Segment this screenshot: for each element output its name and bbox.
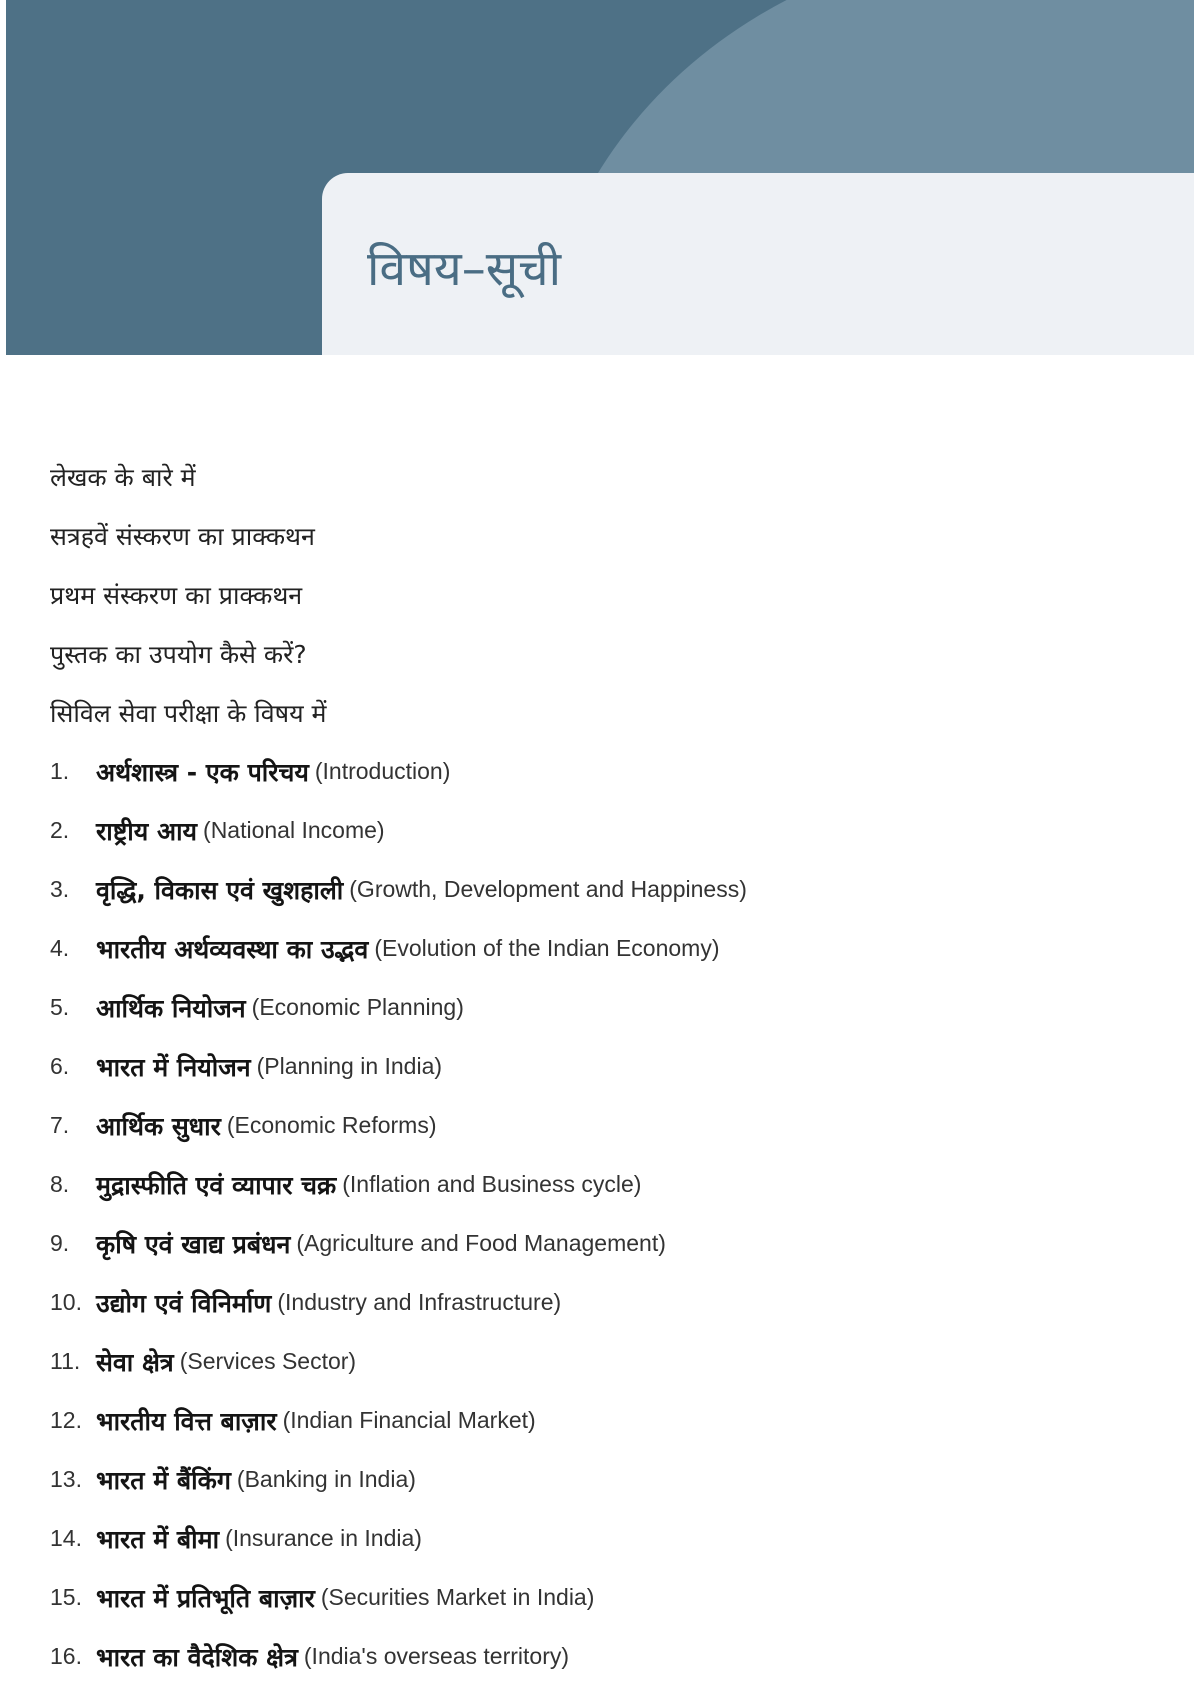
front-matter-item[interactable] <box>50 624 1170 683</box>
chapter-item[interactable] <box>50 919 1170 978</box>
front-matter-item[interactable] <box>50 506 1170 565</box>
chapter-title-english: (Inflation and Business cycle) <box>342 1171 642 1197</box>
chapter-number: 16. <box>50 1643 82 1669</box>
front-matter-label: सिविल सेवा परीक्षा के विषय में <box>50 698 327 728</box>
chapter-item[interactable] <box>50 860 1170 919</box>
chapter-number: 14. <box>50 1525 82 1551</box>
chapter-item[interactable] <box>50 1037 1170 1096</box>
chapter-title-hindi: भारत में प्रतिभूति बाज़ार <box>96 1583 315 1613</box>
chapter-title-hindi: आर्थिक सुधार <box>96 1111 221 1141</box>
chapter-number: 5. <box>50 994 70 1020</box>
chapter-number: 15. <box>50 1584 82 1610</box>
chapter-title-english: (India's overseas territory) <box>303 1643 570 1669</box>
chapter-item[interactable] <box>50 1509 1170 1568</box>
front-matter-label: सत्रहवें संस्करण का प्राक्कथन <box>50 521 315 551</box>
chapter-item[interactable] <box>50 978 1170 1037</box>
chapter-title-english: (National Income) <box>203 817 385 843</box>
chapter-title-hindi: सेवा क्षेत्र <box>96 1347 174 1377</box>
chapter-item[interactable] <box>50 1214 1170 1273</box>
chapter-number: 10. <box>50 1289 82 1315</box>
chapter-title-english: (Indian Financial Market) <box>282 1407 536 1433</box>
chapter-title-hindi: मुद्रास्फीति एवं व्यापार चक्र <box>96 1170 337 1200</box>
chapter-number: 3. <box>50 876 70 902</box>
chapter-title-hindi: राष्ट्रीय आय <box>96 816 198 846</box>
chapter-number: 11. <box>50 1348 81 1374</box>
chapter-title-hindi: भारतीय वित्त बाज़ार <box>96 1406 277 1436</box>
chapter-item[interactable] <box>50 1096 1170 1155</box>
chapter-item[interactable] <box>50 1155 1170 1214</box>
chapter-title-hindi: कृषि एवं खाद्य प्रबंधन <box>96 1229 291 1259</box>
chapter-title-english: (Services Sector) <box>179 1348 357 1374</box>
front-matter-item[interactable] <box>50 447 1170 506</box>
chapter-title-english: (Growth, Development and Happiness) <box>349 876 747 902</box>
chapter-title-english: (Introduction) <box>314 758 451 784</box>
chapter-title-english: (Planning in India) <box>256 1053 443 1079</box>
chapter-item[interactable] <box>50 801 1170 860</box>
chapter-number: 1. <box>50 758 70 784</box>
chapter-number: 8. <box>50 1171 70 1197</box>
front-matter-item[interactable] <box>50 565 1170 624</box>
chapter-item[interactable] <box>50 742 1170 801</box>
front-matter-label: लेखक के बारे में <box>50 462 196 492</box>
chapter-number: 7. <box>50 1112 70 1138</box>
chapter-title-english: (Insurance in India) <box>225 1525 422 1551</box>
chapter-title-english: (Industry and Infrastructure) <box>277 1289 562 1315</box>
chapter-item[interactable] <box>50 1627 1170 1686</box>
chapter-item[interactable] <box>50 1568 1170 1627</box>
chapter-title-hindi: भारत का वैदेशिक क्षेत्र <box>96 1642 298 1672</box>
chapter-title-english: (Agriculture and Food Management) <box>296 1230 666 1256</box>
chapter-item[interactable] <box>50 1273 1170 1332</box>
chapter-number: 12. <box>50 1407 82 1433</box>
front-matter-label: पुस्तक का उपयोग कैसे करें? <box>50 639 307 669</box>
table-of-contents <box>50 447 1170 1686</box>
chapter-title-english: (Evolution of the Indian Economy) <box>374 935 720 961</box>
front-matter-item[interactable] <box>50 683 1170 742</box>
chapter-number: 4. <box>50 935 70 961</box>
chapter-title-hindi: भारत में बीमा <box>96 1524 220 1554</box>
chapter-item[interactable] <box>50 1332 1170 1391</box>
chapter-title-hindi: वृद्धि, विकास एवं खुशहाली <box>96 875 344 905</box>
chapter-number: 2. <box>50 817 70 843</box>
chapter-title-english: (Securities Market in India) <box>320 1584 595 1610</box>
chapter-title-hindi: अर्थशास्त्र - एक परिचय <box>96 757 309 787</box>
chapter-item[interactable] <box>50 1391 1170 1450</box>
chapter-title-hindi: उद्योग एवं विनिर्माण <box>96 1288 272 1318</box>
chapter-title-hindi: भारत में नियोजन <box>96 1052 251 1082</box>
chapter-item[interactable] <box>50 1450 1170 1509</box>
title-card <box>322 173 1194 355</box>
page-title: विषय–सूची <box>367 241 562 297</box>
chapter-number: 6. <box>50 1053 70 1079</box>
front-matter-label: प्रथम संस्करण का प्राक्कथन <box>50 580 303 610</box>
chapter-title-english: (Economic Reforms) <box>226 1112 437 1138</box>
chapter-number: 13. <box>50 1466 82 1492</box>
chapter-title-hindi: आर्थिक नियोजन <box>96 993 246 1023</box>
chapter-title-hindi: भारत में बैंकिंग <box>96 1465 231 1495</box>
chapter-title-english: (Banking in India) <box>236 1466 416 1492</box>
chapter-number: 9. <box>50 1230 70 1256</box>
chapter-title-hindi: भारतीय अर्थव्यवस्था का उद्भव <box>96 934 369 964</box>
chapter-title-english: (Economic Planning) <box>251 994 464 1020</box>
